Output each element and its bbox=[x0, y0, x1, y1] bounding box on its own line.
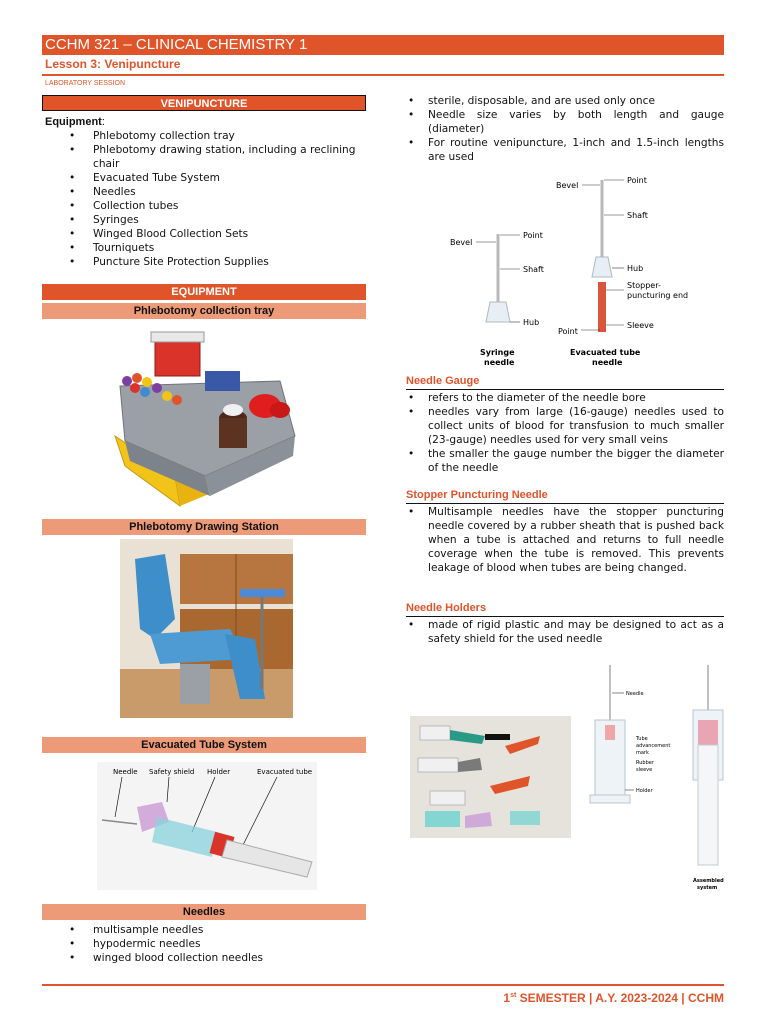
needle-holders-section bbox=[406, 618, 724, 646]
evac-bottom-point-label: Point bbox=[558, 327, 578, 336]
list-item: • Tourniquets bbox=[45, 241, 367, 255]
footer-divider bbox=[42, 984, 724, 986]
needle-gauge-heading: Needle Gauge bbox=[406, 374, 724, 390]
evac-caption-1: Evacuated tube bbox=[570, 348, 641, 357]
holder-sleeve-label-1: Rubber bbox=[636, 760, 654, 766]
needle-holders-list bbox=[406, 618, 724, 646]
syringe-bevel-label: Bevel bbox=[450, 238, 473, 247]
list-item: • Multisample needles have the stopper puncturing needle covered by a rubber sheath that is pushed back when a tube is attached and returns to full needle coverage when the tube is removed. This prevents leakage of blood when tubes are being changed. bbox=[406, 505, 724, 575]
equipment-label: Equipment: bbox=[45, 116, 105, 128]
list-item: • made of rigid plastic and may be designed to act as a safety shield for the used needle bbox=[406, 618, 724, 646]
list-item: • refers to the diameter of the needle bore bbox=[406, 391, 724, 405]
session-label: LABORATORY SESSION bbox=[45, 80, 126, 87]
evac-stopper-label-1: Stopper- bbox=[627, 281, 661, 290]
holder-tube-label-1: Tube bbox=[636, 736, 648, 742]
needle-types-section bbox=[45, 923, 367, 965]
collection-tray-image bbox=[105, 326, 305, 514]
list-item: • multisample needles bbox=[45, 923, 367, 937]
list-item: • Syringes bbox=[45, 213, 367, 227]
list-item: • winged blood collection needles bbox=[45, 951, 367, 965]
holder-sleeve-label-2: sleeve bbox=[636, 767, 653, 773]
stopper-needle-heading: Stopper Puncturing Needle bbox=[406, 488, 724, 504]
equipment-list bbox=[45, 129, 367, 269]
evac-stopper-label-2: puncturing end bbox=[627, 291, 689, 300]
station-bar: Phlebotomy Drawing Station bbox=[42, 519, 366, 535]
needle-gauge-section bbox=[406, 391, 724, 475]
tray-bar: Phlebotomy collection tray bbox=[42, 303, 366, 319]
list-item: • Phlebotomy collection tray bbox=[45, 129, 367, 143]
needle-anatomy-diagram bbox=[446, 172, 696, 372]
needle-holders-heading: Needle Holders bbox=[406, 601, 724, 617]
holder-needle-label: Needle bbox=[626, 691, 644, 697]
ets-label-holder: Holder bbox=[207, 768, 231, 776]
list-item: • needles vary from large (16-gauge) needles used to collect units of blood for transfusion to much smaller (23-gauge) needles used for very small veins bbox=[406, 405, 724, 447]
holder-tube-label-2: advancement bbox=[636, 743, 671, 749]
assembled-label-2: system bbox=[697, 885, 718, 891]
syringe-caption-2: needle bbox=[484, 358, 515, 367]
syringe-hub-label: Hub bbox=[523, 318, 540, 327]
evac-caption-2: needle bbox=[592, 358, 623, 367]
equipment-section bbox=[45, 115, 367, 269]
course-title: CCHM 321 – CLINICAL CHEMISTRY 1 bbox=[42, 35, 724, 55]
stopper-needle-section bbox=[406, 505, 724, 575]
evac-bevel-label: Bevel bbox=[556, 181, 579, 190]
list-item: • sterile, disposable, and are used only once bbox=[406, 94, 724, 108]
syringe-caption-1: Syringe bbox=[480, 348, 515, 357]
needle-holders-photo bbox=[410, 716, 571, 838]
footer-text: 1st SEMESTER | A.Y. 2023-2024 | CCHM bbox=[503, 991, 724, 1005]
list-item: • Winged Blood Collection Sets bbox=[45, 227, 367, 241]
needles-bar: Needles bbox=[42, 904, 366, 920]
ets-label-needle: Needle bbox=[113, 768, 138, 776]
assembled-label-1: Assembled bbox=[693, 878, 724, 884]
list-item: • Needles bbox=[45, 185, 367, 199]
ets-label-evacuated-tube: Evacuated tube bbox=[257, 768, 313, 776]
holder-tube-label-3: mark bbox=[636, 750, 649, 756]
list-item: • the smaller the gauge number the bigger the diameter of the needle bbox=[406, 447, 724, 475]
evac-shaft-label: Shaft bbox=[627, 211, 648, 220]
drawing-station-image bbox=[120, 539, 293, 718]
evac-point-label: Point bbox=[627, 176, 647, 185]
list-item: • Collection tubes bbox=[45, 199, 367, 213]
venipuncture-bar: VENIPUNCTURE bbox=[42, 95, 366, 111]
needle-intro-list bbox=[406, 94, 724, 164]
list-item: • hypodermic needles bbox=[45, 937, 367, 951]
needle-types-list bbox=[45, 923, 367, 965]
holder-holder-label: Holder bbox=[636, 788, 653, 794]
needle-intro-section bbox=[406, 94, 724, 164]
list-item: • Evacuated Tube System bbox=[45, 171, 367, 185]
equipment-bar: EQUIPMENT bbox=[42, 284, 366, 300]
evac-sleeve-label: Sleeve bbox=[627, 321, 654, 330]
syringe-point-label: Point bbox=[523, 231, 543, 240]
list-item: • Puncture Site Protection Supplies bbox=[45, 255, 367, 269]
list-item: • Needle size varies by both length and gauge (diameter) bbox=[406, 108, 724, 136]
needle-holder-diagram bbox=[580, 660, 730, 895]
needle-gauge-list bbox=[406, 391, 724, 475]
evac-hub-label: Hub bbox=[627, 264, 644, 273]
list-item: • Phlebotomy drawing station, including a reclining chair bbox=[45, 143, 367, 171]
lesson-divider bbox=[42, 74, 724, 76]
lesson-title: Lesson 3: Venipuncture bbox=[45, 57, 181, 71]
evacuated-tube-system-image bbox=[97, 762, 317, 890]
stopper-needle-list bbox=[406, 505, 724, 575]
list-item: • For routine venipuncture, 1-inch and 1.5-inch lengths are used bbox=[406, 136, 724, 164]
syringe-shaft-label: Shaft bbox=[523, 265, 544, 274]
ets-bar: Evacuated Tube System bbox=[42, 737, 366, 753]
ets-label-safety-shield: Safety shield bbox=[149, 768, 195, 776]
